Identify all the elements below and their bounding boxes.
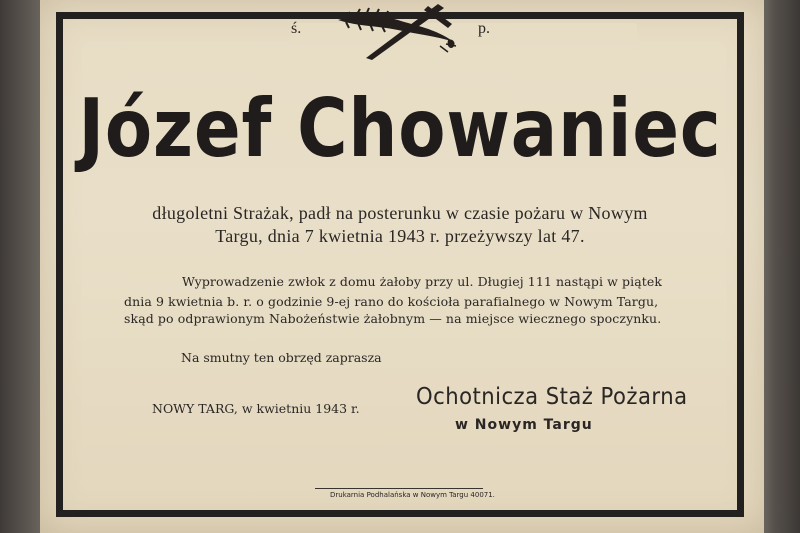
funeral-line-3: skąd po odprawionym Nabożeństwie żałobnym — na miejsce wiecznego spoczynku. bbox=[124, 311, 662, 326]
place-and-date: NOWY TARG, w kwietniu 1943 r. bbox=[152, 401, 360, 416]
description-line-2: Targu, dnia 7 kwietnia 1943 r. przeżywszy lat 47. bbox=[215, 226, 585, 246]
deceased-name: Józef Chowaniec bbox=[78, 82, 722, 175]
organization-location: w Nowym Targu bbox=[455, 417, 593, 433]
printer-divider bbox=[315, 488, 483, 489]
description-line-1: długoletni Strażak, padł na posterunku w czasie pożaru w Nowym bbox=[152, 203, 648, 223]
printer-imprint: Drukarnia Podhalańska w Nowym Targu 40071. bbox=[330, 491, 495, 499]
header-right-mark: p. bbox=[478, 20, 490, 37]
frame-left-edge bbox=[0, 0, 42, 533]
frame-right-edge bbox=[764, 0, 800, 533]
organization-name: Ochotnicza Staż Pożarna bbox=[416, 384, 688, 410]
invitation-text: Na smutny ten obrzęd zaprasza bbox=[181, 350, 382, 365]
cross-with-palm-icon bbox=[336, 0, 466, 60]
header-left-mark: ś. bbox=[291, 20, 302, 37]
funeral-line-2: dnia 9 kwietnia b. r. o godzinie 9-ej rano do kościoła parafialnego w Nowym Targu, bbox=[124, 294, 659, 309]
funeral-line-1: Wyprowadzenie zwłok z domu żałoby przy ul. Długiej 111 nastąpi w piątek bbox=[182, 274, 663, 289]
